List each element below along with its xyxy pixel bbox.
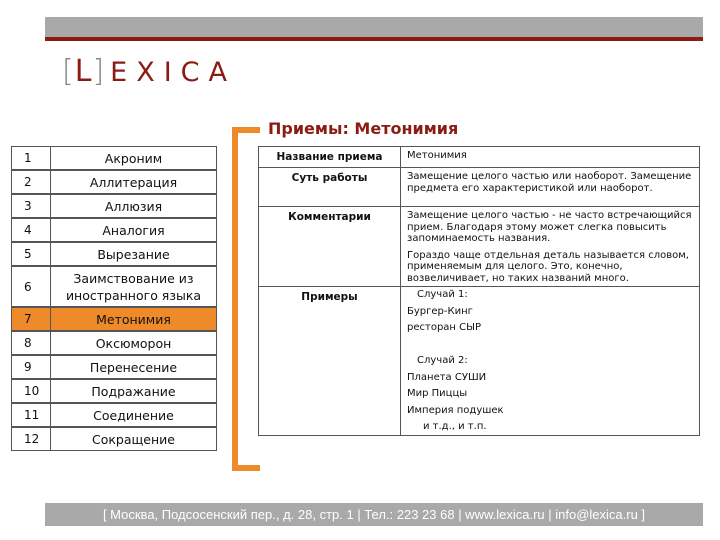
list-item[interactable] <box>11 146 217 170</box>
example-line: ресторан СЫР <box>407 322 481 333</box>
technique-details-table <box>258 146 700 436</box>
list-item[interactable] <box>11 379 217 403</box>
list-item-number: 10 <box>12 380 51 402</box>
example-line: и т.д., и т.п. <box>423 421 487 432</box>
list-item-number: 2 <box>12 171 51 193</box>
list-item[interactable] <box>11 331 217 355</box>
detail-row-examples <box>259 287 699 435</box>
header-bar <box>45 17 703 37</box>
list-item[interactable] <box>11 403 217 427</box>
list-item-number: 12 <box>12 428 51 450</box>
list-item-number: 11 <box>12 404 51 426</box>
list-item-number: 1 <box>12 147 51 169</box>
example-line: Случай 1: <box>417 289 468 300</box>
example-line: Мир Пиццы <box>407 388 468 399</box>
list-item-number: 8 <box>12 332 51 354</box>
list-item[interactable] <box>11 266 217 307</box>
list-item[interactable] <box>11 194 217 218</box>
list-item-label: Оксюморон <box>95 335 172 351</box>
example-line <box>407 337 695 354</box>
detail-value: Метонимия <box>407 150 467 161</box>
list-item-number: 9 <box>12 356 51 378</box>
list-item-active[interactable] <box>11 307 217 331</box>
list-item[interactable] <box>11 427 217 451</box>
list-item-number: 3 <box>12 195 51 217</box>
list-item-label: Акроним <box>104 150 163 166</box>
logo-wordmark: EXICA <box>110 56 236 88</box>
example-line: Бургер-Кинг <box>407 305 473 317</box>
comment-paragraph: Замещение целого частью - не часто встречающийся прием. Благодаря этому может слегка повысить запоминаемость названия. <box>407 210 692 244</box>
logo-bracket-open: [ <box>62 54 74 89</box>
logo-bracket-close: ] <box>92 54 105 89</box>
detail-key: Комментарии <box>259 207 401 286</box>
detail-row-comments <box>259 207 699 287</box>
detail-value: Замещение целого частью или наоборот. Замещение предмета его характеристикой или наоборот. <box>407 171 692 194</box>
list-item-number: 4 <box>12 219 51 241</box>
list-item-number: 7 <box>12 308 51 330</box>
example-line: Империя подушек <box>407 404 504 416</box>
example-line: Случай 2: <box>417 355 468 366</box>
list-item-label: Соединение <box>93 407 174 423</box>
list-item-label: Аналогия <box>102 222 165 238</box>
list-item-number: 5 <box>12 243 51 265</box>
lexica-logo <box>62 52 236 92</box>
list-item-label: Аллюзия <box>104 198 163 214</box>
footer-contacts: [ Москва, Подсосенский пер., д. 28, стр. 1 | Тел.: 223 23 68 | www.lexica.ru | info@lexica.ru ] <box>45 503 703 526</box>
detail-row-name <box>259 147 699 168</box>
list-item[interactable] <box>11 355 217 379</box>
detail-value <box>407 207 695 284</box>
detail-key: Примеры <box>259 287 401 435</box>
slide-title: Приемы: Метонимия <box>268 119 459 138</box>
list-item-label: Метонимия <box>96 311 171 327</box>
list-item-label: Вырезание <box>97 246 170 262</box>
list-item[interactable] <box>11 218 217 242</box>
list-item-label: Аллитерация <box>89 174 178 190</box>
logo-letter: L <box>74 54 92 89</box>
list-item[interactable] <box>11 242 217 266</box>
techniques-list <box>11 146 217 451</box>
detail-key: Название приема <box>259 147 401 167</box>
header-accent-line <box>45 37 703 41</box>
detail-key: Суть работы <box>259 168 401 206</box>
list-item[interactable] <box>11 170 217 194</box>
list-item-label: Заимствование из иностранного языка <box>65 270 202 303</box>
list-item-number: 6 <box>12 267 51 306</box>
orange-bracket-decoration <box>232 127 260 471</box>
list-item-label: Перенесение <box>89 359 178 375</box>
detail-value <box>407 287 695 436</box>
list-item-label: Подражание <box>91 383 176 399</box>
detail-row-essence <box>259 168 699 207</box>
list-item-label: Сокращение <box>92 431 175 447</box>
example-line: Планета СУШИ <box>407 371 487 383</box>
comment-paragraph: Гораздо чаще отдельная деталь называется словом, применяемым для целого. Это, конечно, возвеличивает, но таких названий много. <box>407 249 689 284</box>
